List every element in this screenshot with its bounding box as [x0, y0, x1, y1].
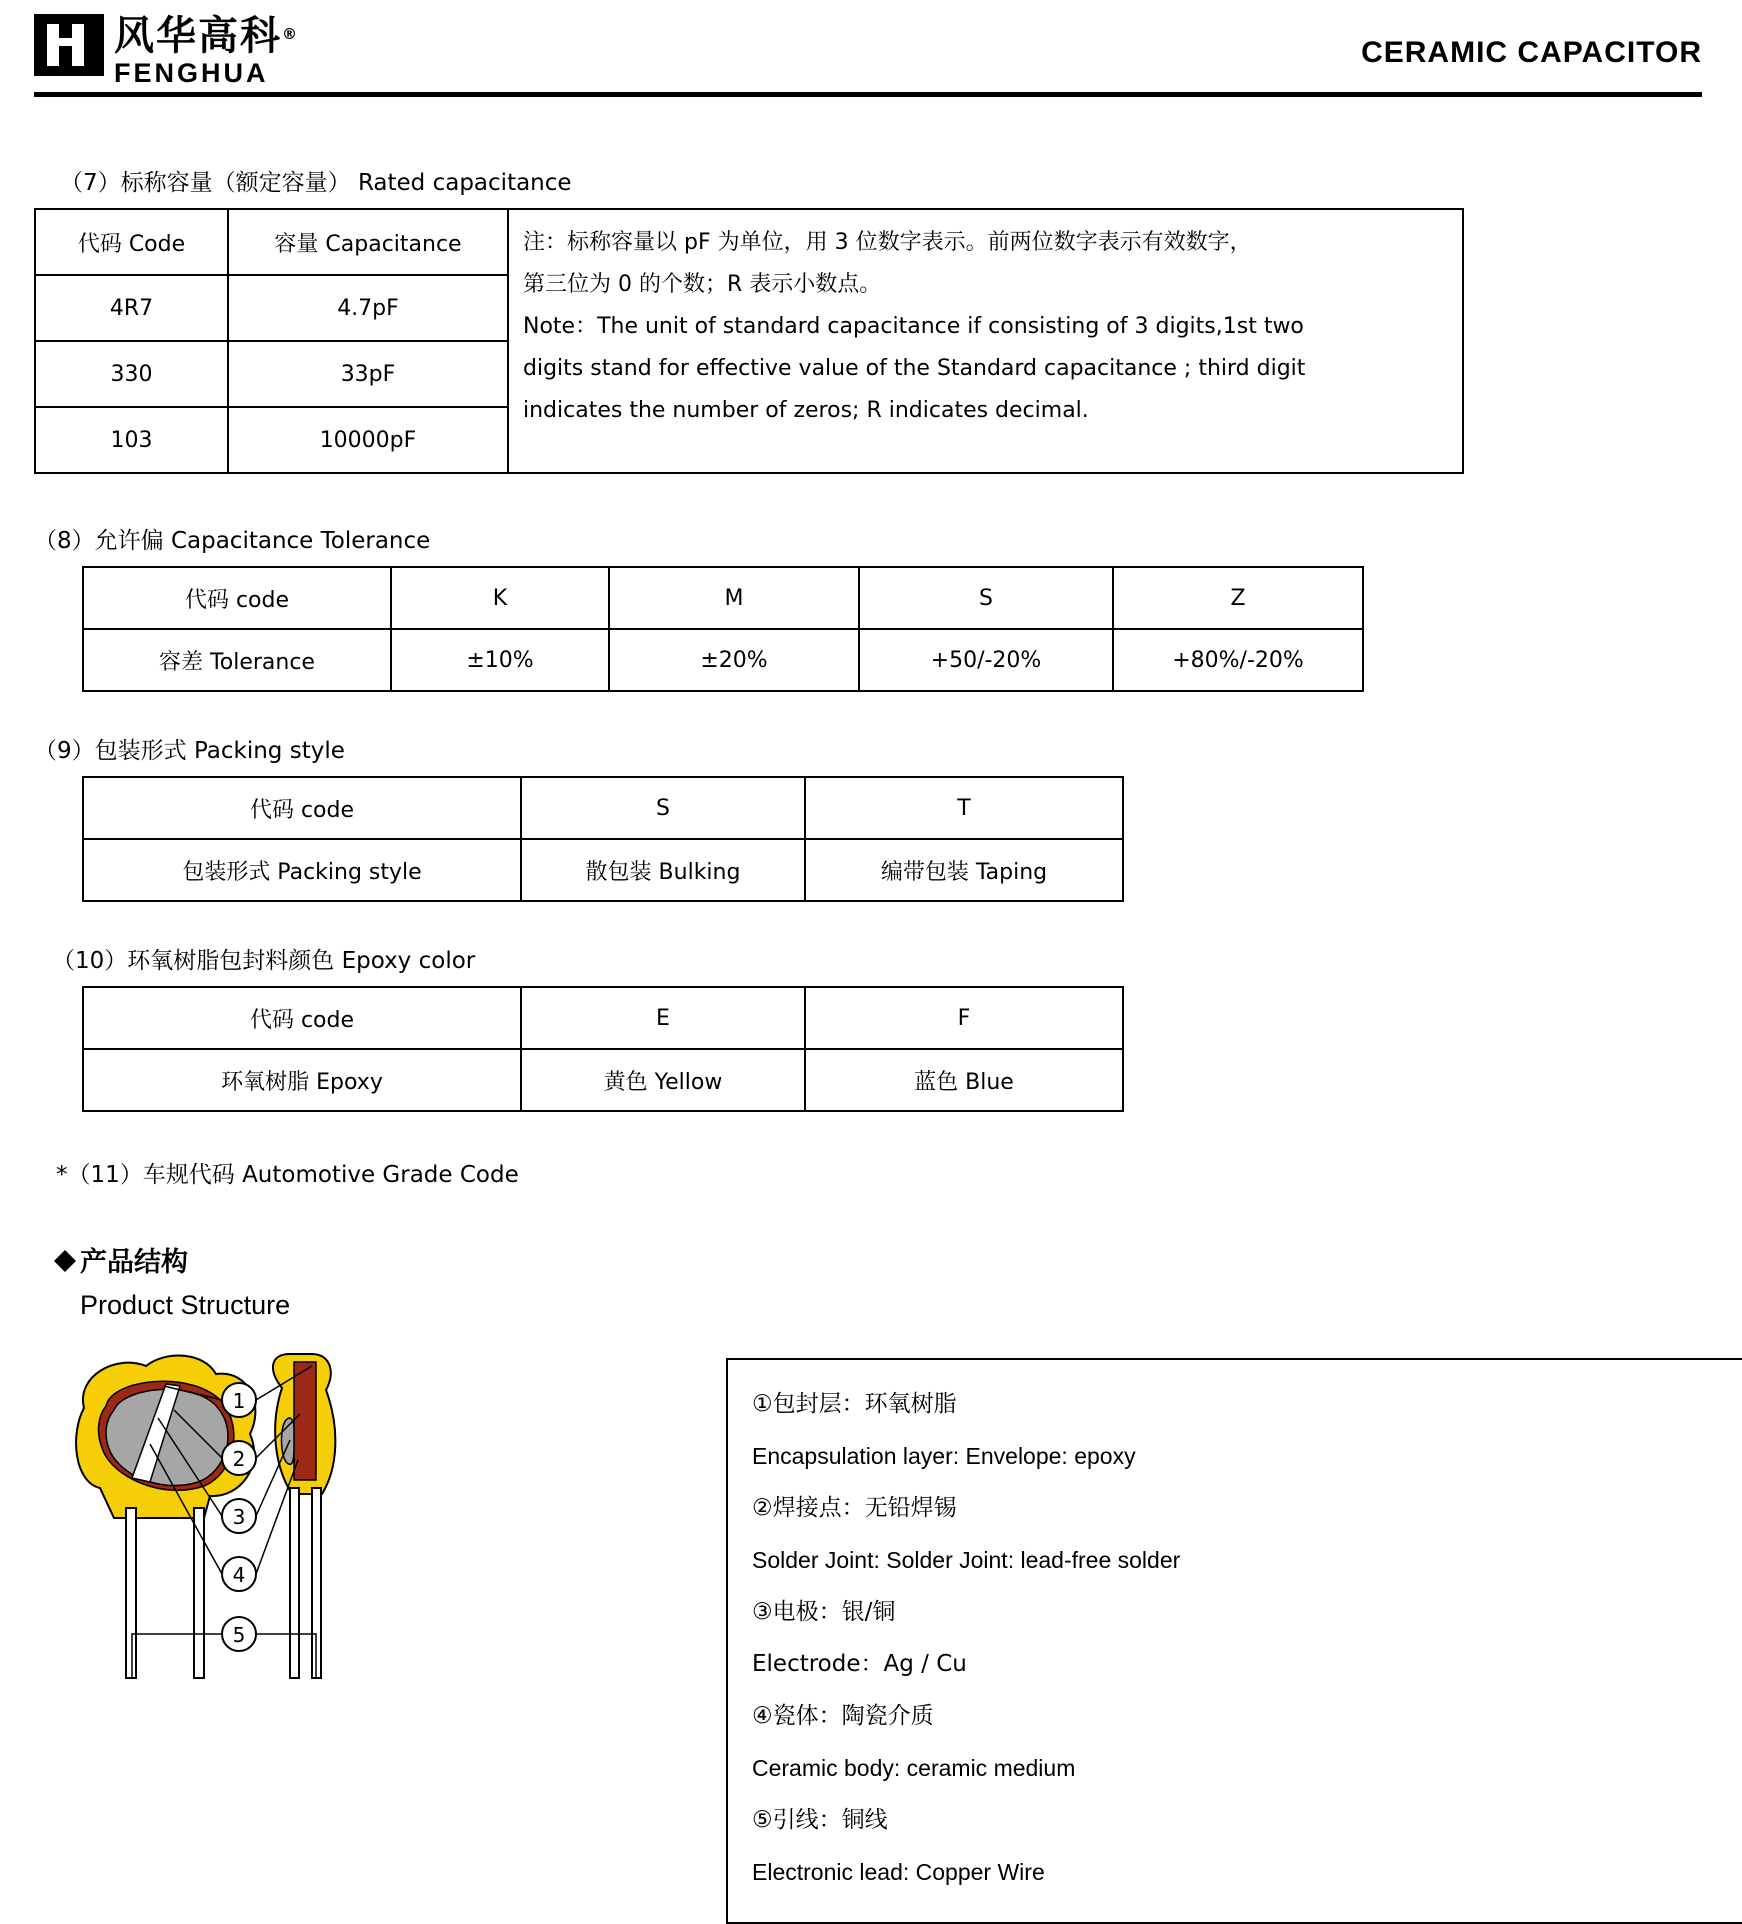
table-row — [83, 629, 1363, 691]
cell-code: 4R7 — [35, 275, 228, 341]
page-header — [0, 0, 1742, 110]
callout-4: 4 — [232, 1563, 246, 1587]
page-content — [0, 168, 1742, 1908]
cell-code: 103 — [35, 407, 228, 473]
table-row — [83, 567, 1363, 629]
product-structure-heading-en: Product Structure — [80, 1290, 291, 1320]
cell-code-s: S — [521, 777, 805, 839]
legend-item-2-cn: ②焊接点：无铅焊锡 — [752, 1495, 957, 1521]
cell-code-label: 代码 code — [83, 567, 391, 629]
cell-code-s: S — [859, 567, 1113, 629]
note-line: Note：The unit of standard capacitance if consisting of 3 digits,1st two — [523, 314, 1304, 339]
legend-item-2-en: Solder Joint: Solder Joint: lead-free solder — [752, 1547, 1181, 1573]
table-row — [83, 777, 1123, 839]
section-title-epoxy-color: （10）环氧树脂包封料颜色 Epoxy color — [52, 948, 476, 974]
logo-text-cn: 风华高科® — [114, 13, 299, 59]
cell-code-f: F — [805, 987, 1123, 1049]
cell-code-k: K — [391, 567, 609, 629]
table-row — [83, 1049, 1123, 1111]
note-line: digits stand for effective value of the Standard capacitance ; third digit — [523, 356, 1306, 381]
cell-capacitance: 33pF — [228, 341, 508, 407]
table-row — [83, 839, 1123, 901]
table-packing-style — [82, 776, 1124, 902]
section-title-automotive-grade-code: *（11）车规代码 Automotive Grade Code — [56, 1162, 519, 1188]
header-divider — [34, 92, 1702, 97]
table-row — [35, 209, 1463, 275]
product-structure-heading: 产品结构 — [54, 1244, 1702, 1282]
cell-packing-label: 包装形式 Packing style — [83, 839, 521, 901]
cell-tolerance-k: ±10% — [391, 629, 609, 691]
registered-mark: ® — [282, 25, 299, 43]
cell-tolerance-s: +50/-20% — [859, 629, 1113, 691]
legend-item-5-en: Electronic lead: Copper Wire — [752, 1859, 1045, 1885]
cell-epoxy-label: 环氧树脂 Epoxy — [83, 1049, 521, 1111]
callout-3: 3 — [232, 1505, 246, 1529]
cell-capacitance: 10000pF — [228, 407, 508, 473]
legend-item-3-cn: ③电极：银/铜 — [752, 1599, 896, 1625]
note-line: 注：标称容量以 pF 为单位，用 3 位数字表示。前两位数字表示有效数字， — [523, 230, 1252, 255]
cell-epoxy-blue: 蓝色 Blue — [805, 1049, 1123, 1111]
table-row — [83, 987, 1123, 1049]
cell-epoxy-yellow: 黄色 Yellow — [521, 1049, 805, 1111]
capacitor-side-view — [273, 1354, 335, 1678]
diamond-bullet-icon — [54, 1239, 76, 1261]
capacitance-note — [508, 209, 1463, 473]
section-title-capacitance-tolerance: （8）允许偏 Capacitance Tolerance — [34, 528, 431, 554]
cell-capacitance: 4.7pF — [228, 275, 508, 341]
note-line: indicates the number of zeros; R indicates decimal. — [523, 398, 1089, 423]
logo-text-en: FENGHUA — [114, 58, 269, 88]
cell-code-e: E — [521, 987, 805, 1049]
callout-1: 1 — [232, 1389, 246, 1413]
legend-item-4-cn: ④瓷体：陶瓷介质 — [752, 1703, 934, 1729]
cell-packing-taping: 编带包装 Taping — [805, 839, 1123, 901]
cell-code-m: M — [609, 567, 859, 629]
section-title-rated-capacitance: （7）标称容量（额定容量） Rated capacitance — [60, 170, 572, 196]
capacitor-structure-diagram — [54, 1348, 614, 1748]
company-logo — [34, 14, 299, 88]
cell-packing-bulking: 散包装 Bulking — [521, 839, 805, 901]
logo-bridge-shape — [47, 38, 84, 46]
page-title: CERAMIC CAPACITOR — [1361, 36, 1702, 69]
cell-code: 330 — [35, 341, 228, 407]
legend-item-3-en: Electrode：Ag / Cu — [752, 1651, 967, 1677]
note-line: 第三位为 0 的个数；R 表示小数点。 — [523, 272, 882, 297]
cell-tolerance-label: 容差 Tolerance — [83, 629, 391, 691]
th-code: 代码 Code — [35, 209, 228, 275]
cell-code-label: 代码 code — [83, 777, 521, 839]
product-structure-row — [34, 1348, 1702, 1908]
section-title-packing-style: （9）包装形式 Packing style — [34, 738, 345, 764]
th-capacitance: 容量 Capacitance — [228, 209, 508, 275]
table-capacitance-tolerance — [82, 566, 1364, 692]
table-epoxy-color — [82, 986, 1124, 1112]
cell-code-t: T — [805, 777, 1123, 839]
callout-2: 2 — [232, 1447, 246, 1471]
table-rated-capacitance — [34, 208, 1464, 474]
cell-tolerance-z: +80%/-20% — [1113, 629, 1363, 691]
legend-item-4-en: Ceramic body: ceramic medium — [752, 1755, 1076, 1781]
callout-5: 5 — [232, 1623, 246, 1647]
legend-item-1-cn: ①包封层：环氧树脂 — [752, 1391, 957, 1417]
cell-tolerance-m: ±20% — [609, 629, 859, 691]
legend-item-5-cn: ⑤引线：铜线 — [752, 1807, 888, 1833]
cell-code-label: 代码 code — [83, 987, 521, 1049]
cell-code-z: Z — [1113, 567, 1363, 629]
fenghua-logo-icon — [34, 14, 104, 76]
structure-legend-box — [726, 1358, 1742, 1924]
legend-item-1-en: Encapsulation layer: Envelope: epoxy — [752, 1443, 1136, 1469]
